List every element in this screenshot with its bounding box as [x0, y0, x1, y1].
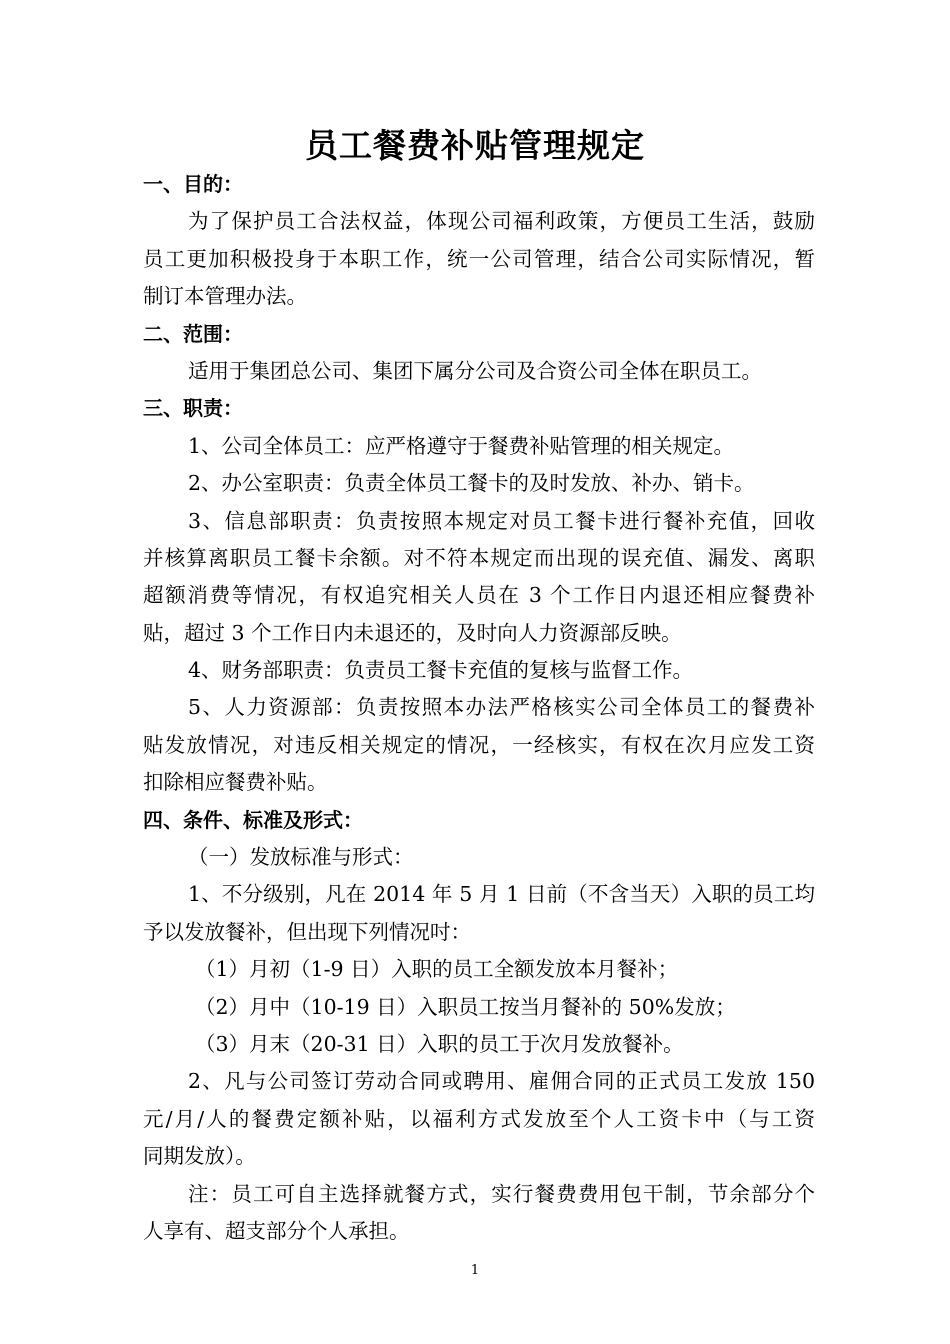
paragraph-line: 1、不分级别，凡在 2014 年 5 月 1 日前（不含当天）入职的员工均 — [188, 882, 815, 907]
paragraph-line: 扣除相应餐费补贴。 — [143, 770, 328, 795]
paragraph-line: 贴发放情况，对违反相关规定的情况，一经核实，有权在次月应发工资 — [143, 732, 815, 757]
document-body — [143, 166, 815, 1250]
section-heading-duties: 三、职责： — [143, 396, 243, 421]
paragraph-line: 制订本管理办法。 — [143, 284, 307, 309]
list-item: （1）月初（1-9 日）入职的员工全额发放本月餐补； — [195, 957, 679, 982]
paragraph-line: 为了保护员工合法权益，体现公司福利政策，方便员工生活，鼓励 — [188, 209, 815, 234]
paragraph-line: 1、公司全体员工：应严格遵守于餐费补贴管理的相关规定。 — [188, 433, 735, 458]
list-item: （3）月末（20-31 日）入职的员工于次月发放餐补。 — [195, 1031, 684, 1056]
section-heading-scope: 二、范围： — [143, 321, 243, 346]
paragraph-line: 3、信息部职责：负责按照本规定对员工餐卡进行餐补充值，回收 — [188, 508, 815, 533]
subsection-heading: （一）发放标准与形式： — [188, 845, 414, 870]
paragraph-line: 元/月/人的餐费定额补贴，以福利方式发放至个人工资卡中（与工资 — [143, 1106, 815, 1131]
paragraph-line: 5、人力资源部：负责按照本办法严格核实公司全体员工的餐费补 — [188, 695, 815, 720]
paragraph-line: 员工更加积极投身于本职工作，统一公司管理，结合公司实际情况，暂 — [143, 246, 815, 271]
section-heading-conditions: 四、条件、标准及形式： — [143, 807, 363, 832]
paragraph-line: 同期发放）。 — [143, 1144, 256, 1169]
section-heading-purpose: 一、目的： — [143, 172, 243, 196]
note-line: 人享有、超支部分个人承担。 — [143, 1218, 410, 1243]
paragraph-line: 予以发放餐补，但出现下列情况吋： — [143, 919, 471, 944]
paragraph-line: 4、财务部职责：负责员工餐卡充值的复核与监督工作。 — [188, 658, 694, 683]
paragraph-line: 并核算离职员工餐卡余额。对不符本规定而出现的误充值、漏发、离职 — [143, 545, 815, 570]
paragraph-line: 贴，超过 3 个工作日内未退还的，及时向人力资源部反映。 — [143, 620, 682, 645]
paragraph-line: 2、凡与公司签订劳动合同或聘用、雇佣合同的正式员工发放 150 — [188, 1069, 815, 1094]
paragraph-line: 超额消费等情况，有权追究相关人员在 3 个工作日内退还相应餐费补 — [143, 583, 815, 608]
paragraph-line: 2、办公室职责：负责全体员工餐卡的及时发放、补办、销卡。 — [188, 471, 755, 496]
list-item: （2）月中（10-19 日）入职员工按当月餐补的 50%发放； — [195, 994, 736, 1019]
page-title: 员工餐费补贴管理规定 — [305, 126, 645, 165]
paragraph-line: 适用于集团总公司、集团下属分公司及合资公司全体在职员工。 — [188, 358, 762, 383]
page-number: 1 — [470, 1263, 480, 1278]
note-line: 注：员工可自主选择就餐方式，实行餐费费用包干制，节余部分个 — [188, 1181, 815, 1206]
